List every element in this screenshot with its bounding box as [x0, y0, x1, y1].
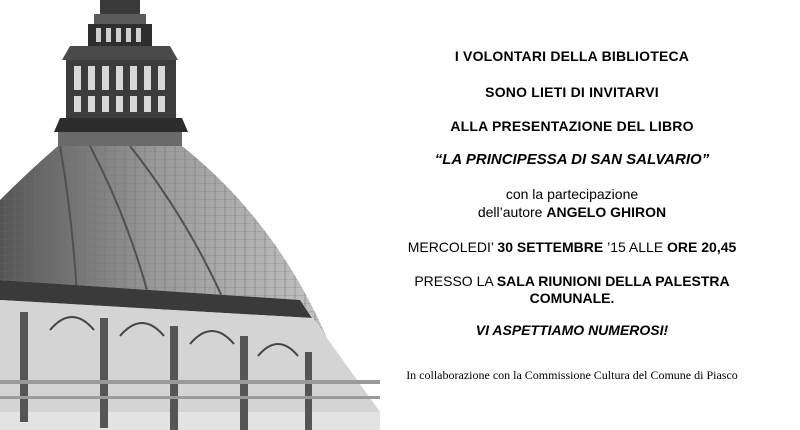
closing-line: VI ASPETTIAMO NUMEROSI!	[475, 322, 669, 338]
organizer-line: I VOLONTARI DELLA BIBLIOTECA	[454, 48, 690, 64]
participation-line: con la partecipazione	[505, 186, 639, 202]
mole-antonelliana-icon	[0, 0, 380, 430]
date-line	[372, 239, 772, 255]
date-year: ’15 ALLE	[603, 239, 668, 255]
date-date: 30 SETTEMBRE	[497, 239, 604, 255]
place-name-1: SALA RIUNIONI DELLA PALESTRA	[496, 273, 730, 289]
place-prefix: PRESSO LA	[414, 273, 497, 289]
place-line-1	[372, 273, 772, 289]
presentation-line: ALLA PRESENTAZIONE DEL LIBRO	[450, 118, 694, 134]
author-line	[372, 204, 772, 220]
invite-line: SONO LIETI DI INVITARVI	[485, 84, 659, 100]
date-day: MERCOLEDI’	[407, 239, 498, 255]
book-title: “LA PRINCIPESSA DI SAN SALVARIO”	[434, 151, 710, 168]
invitation-text	[372, 0, 772, 430]
author-prefix: dell’autore	[477, 204, 547, 220]
footer-credit: In collaborazione con la Commissione Cultura del Comune di Piasco	[406, 368, 738, 382]
author-name: ANGELO GHIRON	[546, 204, 667, 220]
date-time: ORE 20,45	[667, 239, 737, 255]
place-line-2: COMUNALE.	[529, 290, 615, 306]
